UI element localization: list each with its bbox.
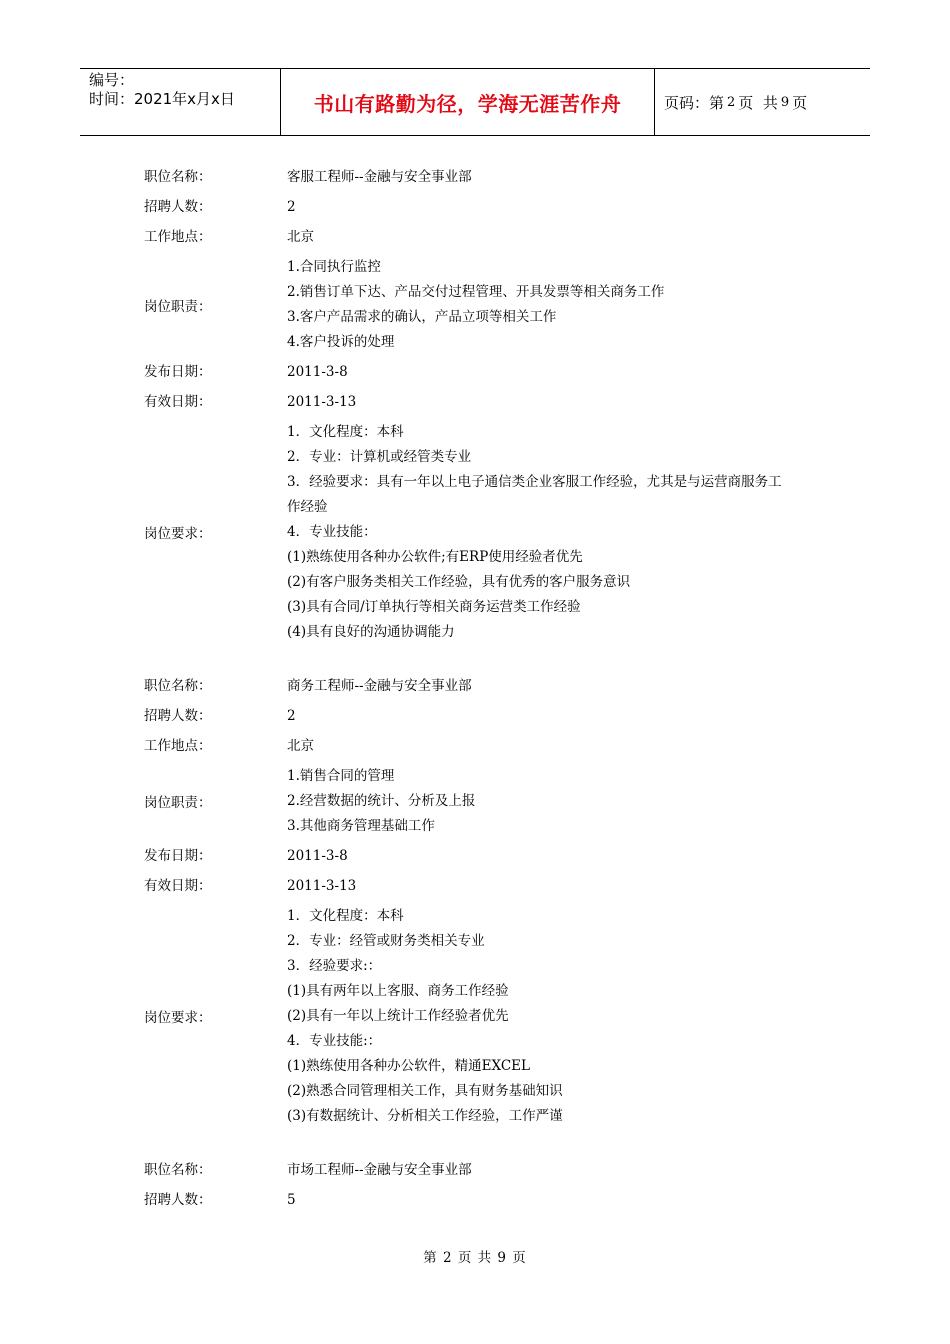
job-duties	[287, 764, 844, 839]
list-item: (2)熟悉合同管理相关工作，具有财务基础知识	[287, 1082, 563, 1099]
job-listings	[144, 162, 844, 1215]
job-count-label: 招聘人数：	[144, 1191, 212, 1208]
list-item: 4.客户投诉的处理	[287, 333, 395, 350]
list-item: 1.销售合同的管理	[287, 767, 395, 784]
job-publish-date: 2011-3-8	[287, 847, 348, 864]
list-item: 3．经验要求：具有一年以上电子通信类企业客服工作经验，尤其是与运营商服务工	[287, 473, 782, 490]
job-title-label: 职位名称：	[144, 168, 212, 185]
job-title-label: 职位名称：	[144, 677, 212, 694]
job-requirements	[287, 904, 844, 1129]
list-item: 4．专业技能：	[287, 523, 377, 540]
job-location: 北京	[287, 228, 314, 245]
job-valid-label: 有效日期：	[144, 393, 212, 410]
list-item: 2．专业：计算机或经管类专业	[287, 448, 472, 465]
list-item: 1．文化程度：本科	[287, 423, 404, 440]
list-item: 3.客户产品需求的确认，产品立项等相关工作	[287, 308, 557, 325]
job-requirements-label: 岗位要求：	[144, 1010, 212, 1026]
job-duties-label: 岗位职责：	[144, 795, 212, 811]
job-requirements-label: 岗位要求：	[144, 526, 212, 542]
page-suffix: 页	[792, 93, 808, 112]
job-valid-date: 2011-3-13	[287, 877, 357, 894]
list-item: (2)具有一年以上统计工作经验者优先	[287, 1007, 509, 1024]
page-prefix: 页码：第	[664, 93, 725, 112]
list-item: 作经验	[287, 498, 328, 515]
job-valid-date: 2011-3-13	[287, 393, 357, 410]
list-item: 2．专业：经管或财务类相关专业	[287, 932, 485, 949]
list-item: (1)熟练使用各种办公软件，精通EXCEL	[287, 1057, 530, 1074]
list-item: (2)有客户服务类相关工作经验，具有优秀的客户服务意识	[287, 573, 631, 590]
page-footer: 第 2 页 共 9 页	[423, 1250, 527, 1266]
job-count: 2	[287, 198, 296, 215]
job-location-label: 工作地点：	[144, 737, 212, 754]
list-item: (1)熟练使用各种办公软件;有ERP使用经验者优先	[287, 548, 583, 565]
document-time: 时间：2021年x月x日	[89, 90, 235, 108]
job-count-label: 招聘人数：	[144, 198, 212, 215]
header-motto-cell	[281, 69, 655, 135]
list-item: (1)具有两年以上客服、商务工作经验	[287, 982, 509, 999]
list-item: 3.其他商务管理基础工作	[287, 817, 435, 834]
list-item: 2.经营数据的统计、分析及上报	[287, 792, 476, 809]
page-total: 9	[780, 94, 790, 110]
page-mid: 页 共	[738, 93, 778, 112]
header-motto: 书山有路勤为径，学海无涯苦作舟	[313, 91, 622, 116]
list-item: (4)具有良好的沟通协调能力	[287, 623, 455, 640]
job-separator	[144, 647, 844, 671]
job-count: 2	[287, 707, 296, 724]
document-number: 编号：	[89, 71, 135, 89]
job-title: 市场工程师--金融与安全事业部	[287, 1161, 472, 1178]
job-requirements	[287, 420, 844, 645]
job-publish-label: 发布日期：	[144, 847, 212, 864]
list-item: 2.销售订单下达、产品交付过程管理、开具发票等相关商务工作	[287, 283, 665, 300]
list-item: 4．专业技能:：	[287, 1032, 382, 1049]
job-duties	[287, 255, 844, 355]
list-item: 1．文化程度：本科	[287, 907, 404, 924]
job-count: 5	[287, 1191, 296, 1208]
job-duties-label: 岗位职责：	[144, 298, 212, 315]
job-publish-date: 2011-3-8	[287, 363, 348, 380]
header-meta	[80, 69, 281, 135]
job-separator	[144, 1131, 844, 1155]
job-location-label: 工作地点：	[144, 228, 212, 245]
job-title: 商务工程师--金融与安全事业部	[287, 677, 472, 694]
list-item: 3．经验要求:：	[287, 957, 382, 974]
job-title-label: 职位名称：	[144, 1161, 212, 1178]
header-page-number	[655, 69, 870, 135]
job-count-label: 招聘人数：	[144, 707, 212, 724]
job-valid-label: 有效日期：	[144, 877, 212, 894]
page-current: 2	[727, 94, 736, 110]
job-location: 北京	[287, 737, 314, 754]
list-item: 1.合同执行监控	[287, 258, 381, 275]
job-title: 客服工程师--金融与安全事业部	[287, 168, 472, 185]
list-item: (3)有数据统计、分析相关工作经验，工作严谨	[287, 1107, 563, 1124]
list-item: (3)具有合同/订单执行等相关商务运营类工作经验	[287, 598, 581, 615]
job-publish-label: 发布日期：	[144, 363, 212, 380]
page-header	[80, 68, 870, 136]
